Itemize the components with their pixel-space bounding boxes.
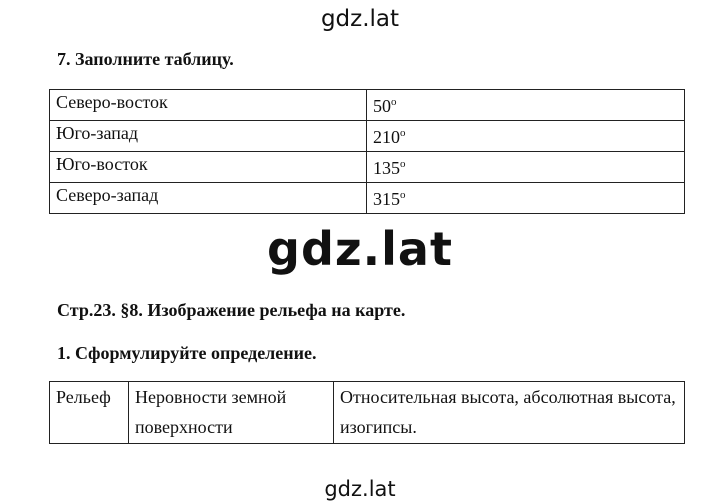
degree-mark: о [400, 189, 406, 201]
extra-cell: Относительная высота, абсолютная высота, изогипсы. [334, 382, 685, 444]
azimuth-cell [367, 152, 685, 183]
azimuth-value: 210 [373, 127, 400, 147]
degree-mark: о [400, 158, 406, 170]
azimuth-value: 50 [373, 96, 391, 116]
directions-table [49, 89, 685, 214]
azimuth-cell [367, 121, 685, 152]
direction-cell: Северо-восток [50, 90, 367, 121]
direction-cell: Юго-восток [50, 152, 367, 183]
degree-mark: о [391, 96, 397, 108]
watermark-top: gdz.lat [320, 6, 400, 32]
table-row [50, 382, 685, 444]
definition-table [49, 381, 685, 444]
table-row [50, 121, 685, 152]
task-7-heading: 7. Заполните таблицу. [57, 49, 234, 69]
watermark-middle: gdz.lat [267, 222, 453, 276]
degree-mark: о [400, 127, 406, 139]
watermark-bottom: gdz.lat [324, 477, 396, 501]
table-row [50, 90, 685, 121]
azimuth-cell [367, 183, 685, 214]
table-row [50, 183, 685, 214]
direction-cell: Северо-запад [50, 183, 367, 214]
azimuth-value: 135 [373, 158, 400, 178]
azimuth-value: 315 [373, 189, 400, 209]
table-row [50, 152, 685, 183]
term-cell: Рельеф [50, 382, 129, 444]
definition-cell: Неровности земной поверхности [129, 382, 334, 444]
direction-cell: Юго-запад [50, 121, 367, 152]
section-heading: Стр.23. §8. Изображение рельефа на карте. [57, 300, 406, 320]
azimuth-cell [367, 90, 685, 121]
task-1-heading: 1. Сформулируйте определение. [57, 343, 317, 363]
